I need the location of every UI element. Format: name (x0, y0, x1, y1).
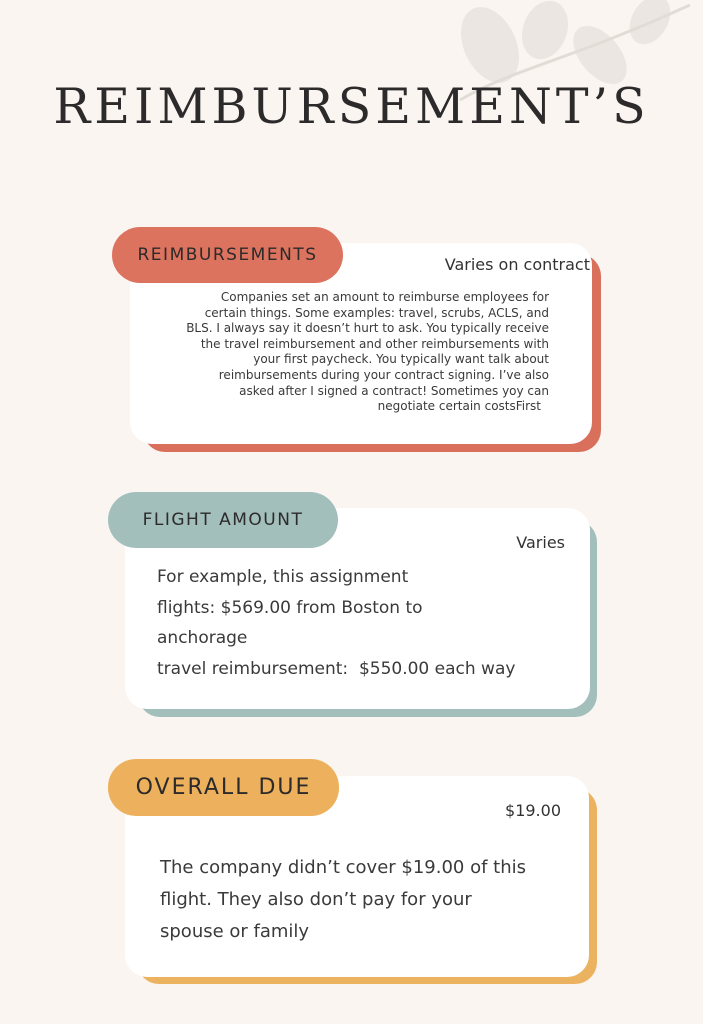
description-line: the travel reimbursement and other reimbursements with (200, 336, 549, 351)
description-line: travel reimbursement: $550.00 each way (157, 658, 516, 679)
card-value: $19.00 (505, 801, 561, 820)
description-line: spouse or family (160, 921, 310, 942)
description-line: reimbursements during your contract signing. I’ve also (218, 367, 549, 382)
card-label: OVERALL DUE (135, 775, 312, 800)
card-description (168, 290, 549, 415)
description-line: BLS. I always say it doesn’t hurt to ask. You typically receive (186, 321, 549, 336)
description-line: For example, this assignment (157, 567, 409, 587)
description-line: The company didn’t cover $19.00 of this (160, 857, 527, 878)
description-line: anchorage (157, 628, 248, 648)
description-line: flight. They also don’t pay for your (160, 889, 472, 910)
card-label: REIMBURSEMENTS (137, 245, 318, 265)
description-line: certain things. Some examples: travel, scrubs, ACLS, and (204, 305, 549, 320)
description-line: flights: $569.00 from Boston to (157, 597, 423, 618)
card-label: FLIGHT AMOUNT (142, 510, 304, 530)
description-line: Companies set an amount to reimburse employees for (220, 290, 549, 304)
overall-due-label-pill (108, 759, 339, 816)
description-line: your first paycheck. You typically want talk about (253, 352, 549, 367)
description-line: negotiate certain costsFirst (377, 399, 541, 414)
page-title: REIMBURSEMENT’S (53, 78, 650, 135)
description-line: asked after I signed a contract! Sometimes yoy can (239, 383, 549, 398)
card-description (160, 852, 570, 948)
card-value: Varies (516, 533, 565, 552)
flight-amount-label-pill (108, 492, 338, 548)
card-value: Varies on contract (444, 255, 590, 274)
card-description (157, 562, 577, 684)
